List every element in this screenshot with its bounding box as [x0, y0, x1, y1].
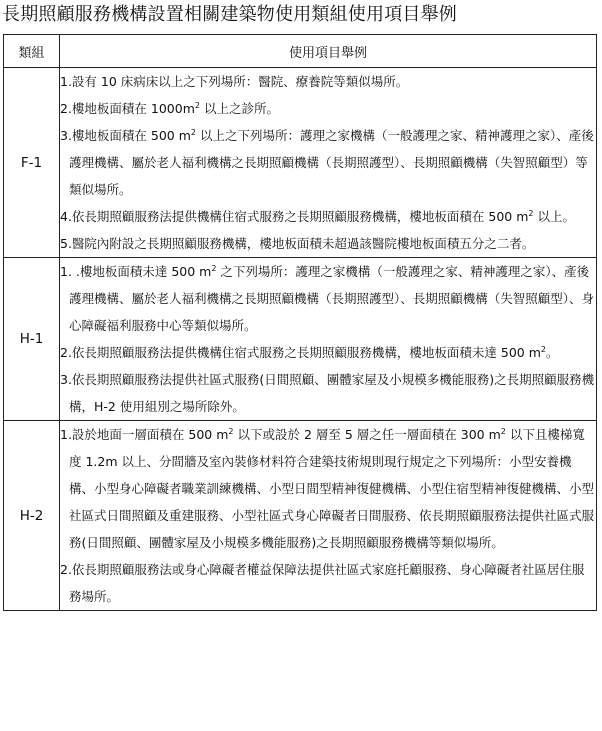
list-item: 5.醫院內附設之長期照顧服務機構，樓地板面積未超過該醫院樓地板面積五分之二者。	[60, 236, 535, 251]
list-item: 2.依長期照顧服務法提供機構住宿式服務之長期照顧服務機構，樓地板面積未達 500 $m^2$。	[60, 345, 559, 360]
list-item: 1.設於地面一層面積在 500 $m^2$ 以下或設於 2 層至 5 層之任一層面積在 300 $m^2$ 以下且樓梯寬度 1.2m 以上、分間牆及室內裝修材料符合建築技術規則現行規定之下列場所：小型安養機構、小型身心障礙者職業訓練機構、小型日間型精神復健機構、小型住宿型精神復健機構、小型社區式日間照顧及重建服務、小型社區式身心障礙者日間服務、依長期照顧服務法提供社區式服務(日間照顧、團體家屋及小規模多機能服務)之長期照顧服務機構等類似場所。	[60, 427, 595, 550]
table-row	[4, 258, 597, 421]
usage-table	[3, 34, 597, 611]
list-item: 4.依長期照顧服務法提供機構住宿式服務之長期照顧服務機構，樓地板面積在 500 $m^2$ 以上。	[60, 209, 575, 224]
table-row	[4, 421, 597, 611]
page-title: 長期照顧服務機構設置相關建築物使用類組使用項目舉例	[2, 4, 457, 25]
header-category: 類組	[4, 35, 60, 68]
item-list	[60, 421, 596, 610]
list-item: 3.依長期照顧服務法提供社區式服務(日間照顧、團體家屋及小規模多機能服務)之長期照顧服務機構，H-2 使用組別之場所除外。	[60, 372, 595, 414]
header-items: 使用項目舉例	[60, 35, 597, 68]
item-list	[60, 258, 596, 420]
category-cell: H-2	[4, 421, 60, 611]
category-cell: H-1	[4, 258, 60, 421]
items-cell	[60, 68, 597, 258]
list-item: 2.樓地板面積在 $1000m^2$ 以上之診所。	[60, 101, 279, 116]
list-item: 3.樓地板面積在 500 $m^2$ 以上之下列場所：護理之家機構（一般護理之家、精神護理之家）、產後護理機構、屬於老人福利機構之長期照顧機構（長期照護型）、長期照顧機構（失智照顧型）等類似場所。	[60, 128, 594, 197]
items-cell	[60, 258, 597, 421]
items-cell	[60, 421, 597, 611]
list-item: 1.設有 10 床病床以上之下列場所：醫院、療養院等類似場所。	[60, 74, 409, 89]
category-cell: F-1	[4, 68, 60, 258]
header-row	[4, 35, 597, 68]
table-row	[4, 68, 597, 258]
list-item: 1. .樓地板面積未達 500 $m^2$ 之下列場所：護理之家機構（一般護理之家、精神護理之家）、產後護理機構、屬於老人福利機構之長期照顧機構（長期照護型）、長期照顧機構（失智照顧型）、身心障礙福利服務中心等類似場所。	[60, 264, 595, 333]
list-item: 2.依長期照顧服務法或身心障礙者權益保障法提供社區式家庭托顧服務、身心障礙者社區居住服務場所。	[60, 562, 585, 604]
item-list	[60, 68, 596, 257]
